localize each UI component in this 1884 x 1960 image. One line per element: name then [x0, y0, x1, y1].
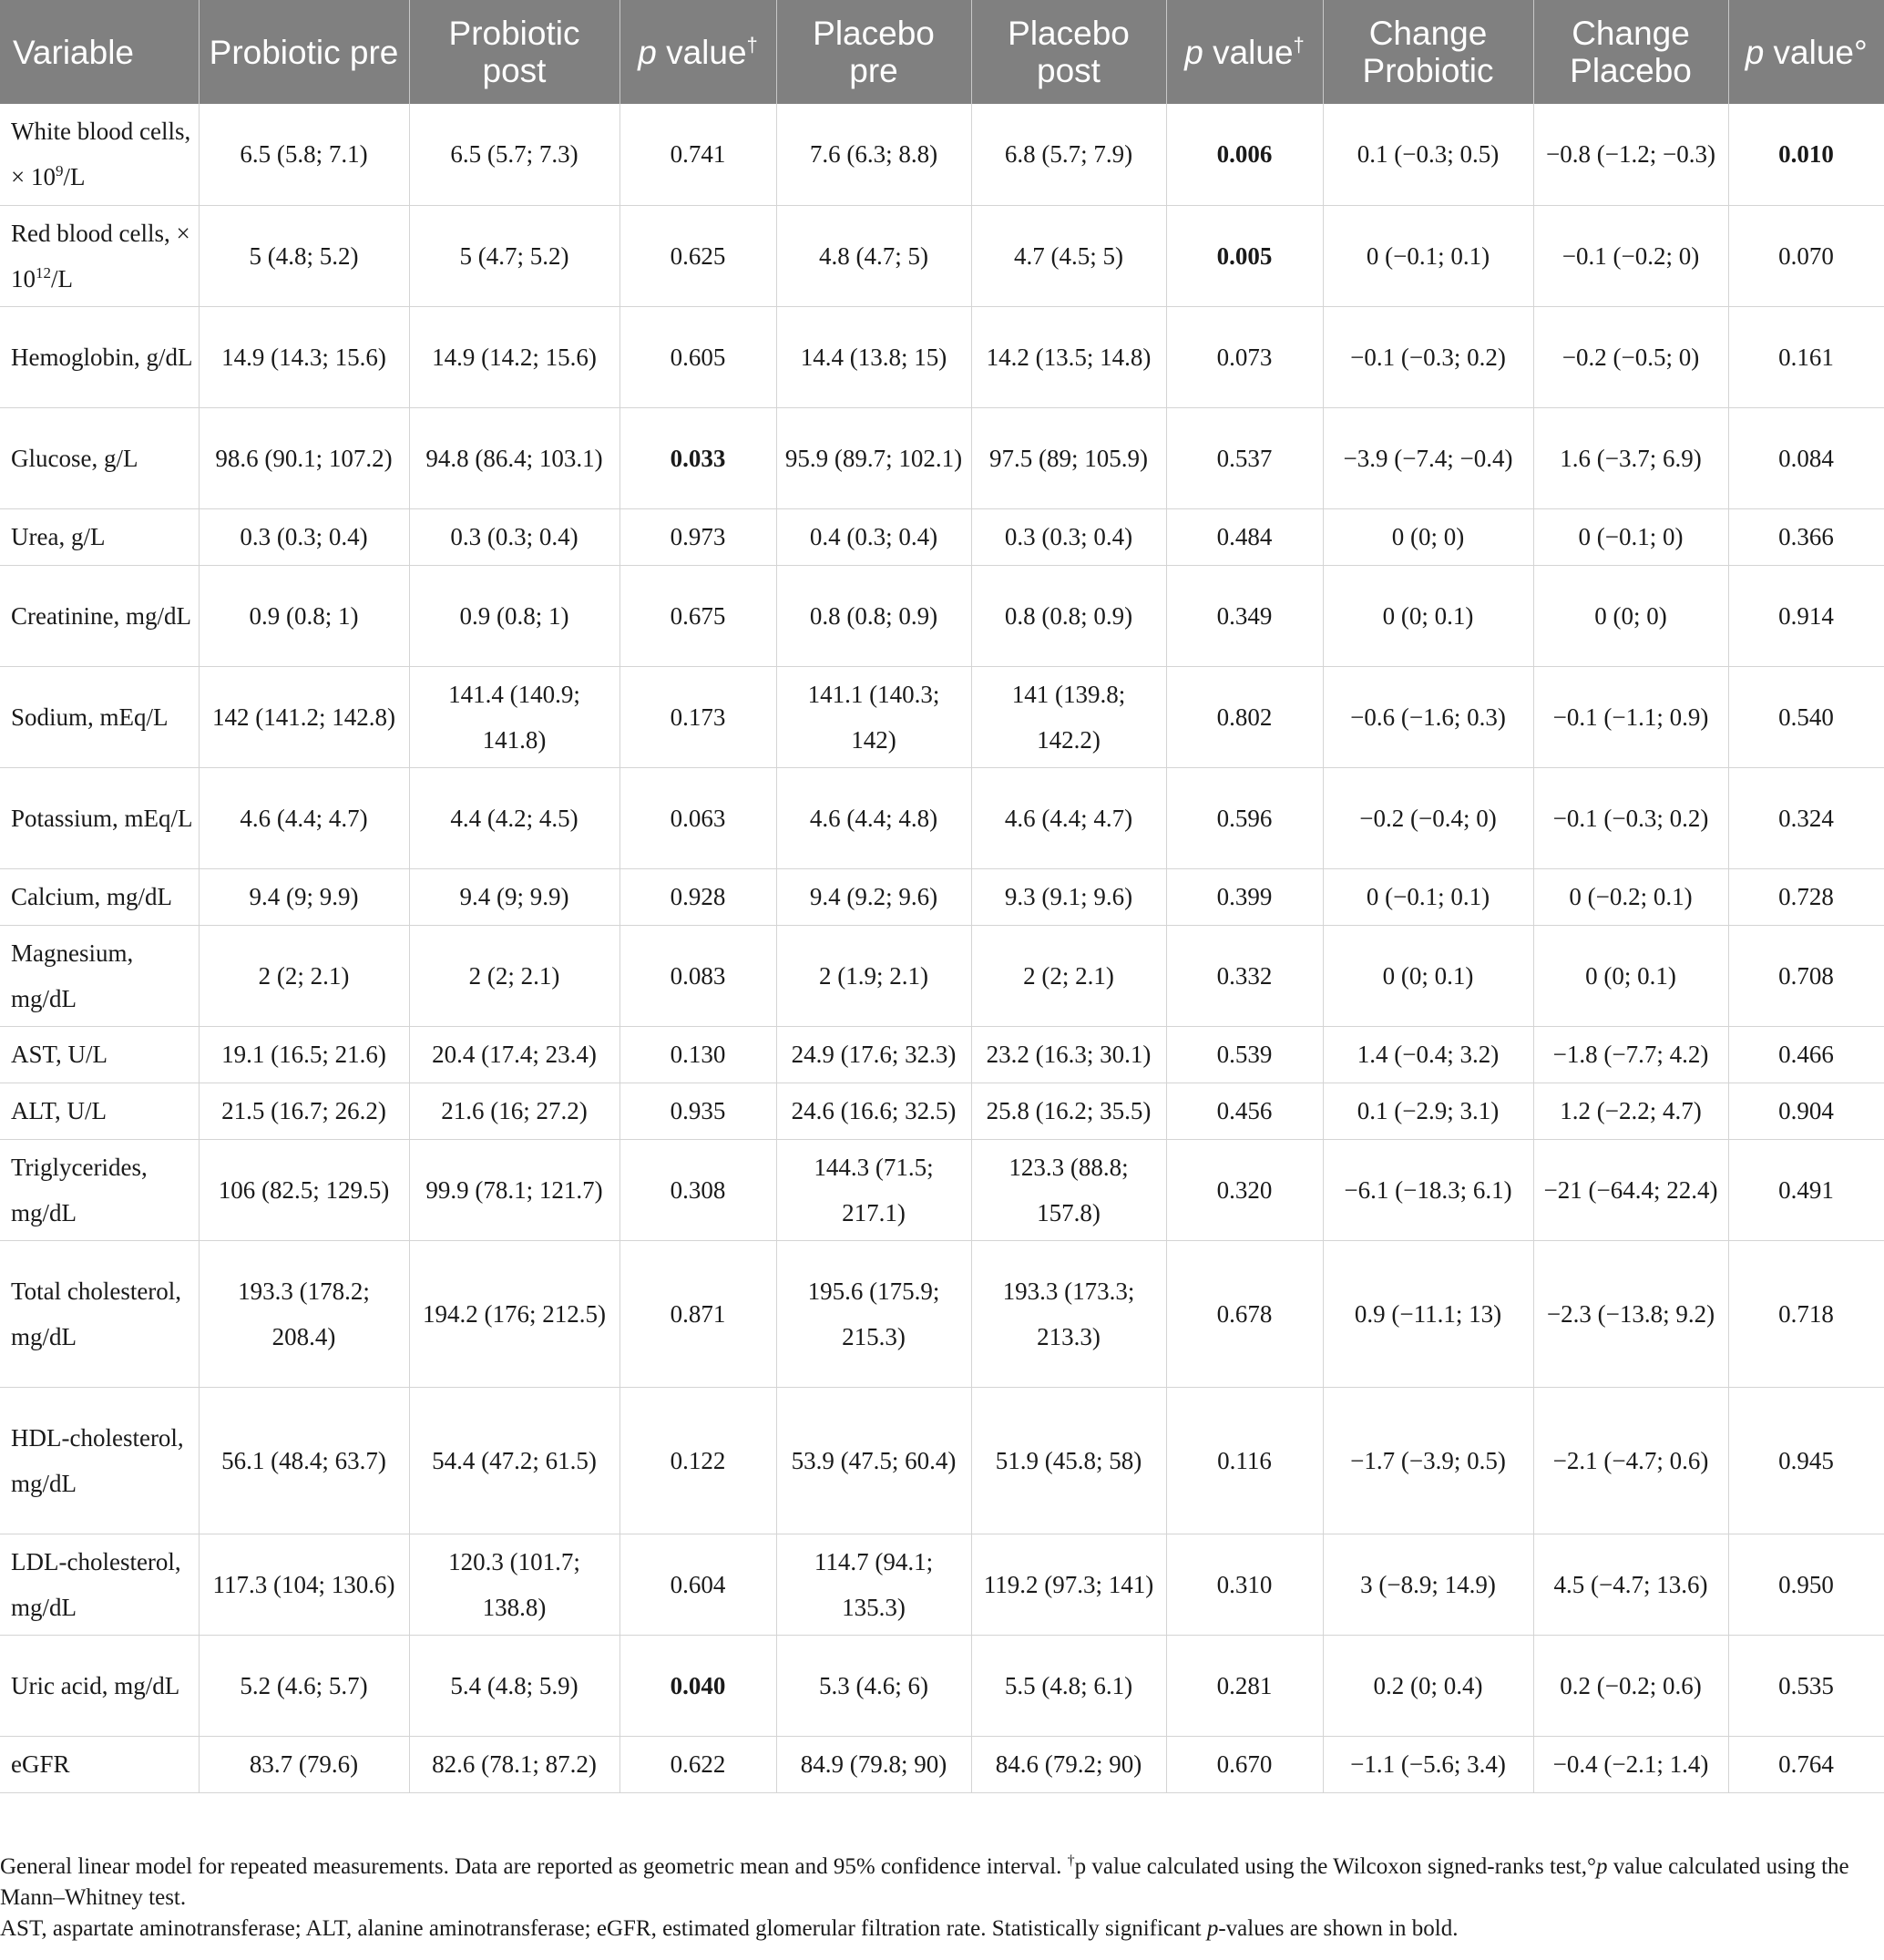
cell-change-placebo: −2.3 (−13.8; 9.2) [1533, 1240, 1728, 1387]
cell-p-value-2: 0.678 [1166, 1240, 1323, 1387]
cell-placebo-post: 2 (2; 2.1) [971, 925, 1166, 1026]
cell-change-placebo: −1.8 (−7.7; 4.2) [1533, 1026, 1728, 1083]
header-p-value-1-italic: p [638, 33, 657, 71]
cell-p-value-3: 0.070 [1728, 205, 1884, 306]
table-row [0, 1240, 1884, 1387]
header-p-value-1-text: value [656, 33, 747, 71]
footnote-1-italic: p [1595, 1854, 1608, 1879]
cell-placebo-pre: 4.8 (4.7; 5) [776, 205, 971, 306]
cell-p-value-3: 0.945 [1728, 1387, 1884, 1534]
header-p-value-3-italic: p [1745, 33, 1765, 71]
cell-change-placebo: 1.2 (−2.2; 4.7) [1533, 1083, 1728, 1139]
cell-probiotic-pre: 2 (2; 2.1) [199, 925, 409, 1026]
header-change-probiotic: Change Probiotic [1323, 0, 1533, 104]
cell-change-placebo: −0.1 (−0.3; 0.2) [1533, 767, 1728, 868]
cell-probiotic-post: 54.4 (47.2; 61.5) [409, 1387, 619, 1534]
cell-p-value-3: 0.708 [1728, 925, 1884, 1026]
row-label: Urea, g/L [0, 508, 199, 565]
cell-placebo-pre: 24.6 (16.6; 32.5) [776, 1083, 971, 1139]
cell-probiotic-pre: 56.1 (48.4; 63.7) [199, 1387, 409, 1534]
header-p-value-1 [619, 0, 776, 104]
header-p-value-2-italic: p [1184, 33, 1203, 71]
cell-change-probiotic: −3.9 (−7.4; −0.4) [1323, 407, 1533, 508]
cell-p-value-3: 0.728 [1728, 868, 1884, 925]
footnote-1-mark: † [1067, 1852, 1075, 1869]
row-label: AST, U/L [0, 1026, 199, 1083]
header-placebo-pre: Placebo pre [776, 0, 971, 104]
cell-p-value-2: 0.670 [1166, 1736, 1323, 1792]
row-label: Glucose, g/L [0, 407, 199, 508]
cell-p-value-3: 0.010 [1728, 104, 1884, 205]
cell-change-probiotic: 0 (−0.1; 0.1) [1323, 868, 1533, 925]
footnote-line-1 [0, 1852, 1868, 1914]
row-label-exponent: 12 [36, 263, 51, 282]
cell-probiotic-pre: 9.4 (9; 9.9) [199, 868, 409, 925]
row-label: eGFR [0, 1736, 199, 1792]
cell-p-value-3: 0.914 [1728, 565, 1884, 666]
cell-change-placebo: −0.1 (−0.2; 0) [1533, 205, 1728, 306]
table-body [0, 104, 1884, 1792]
table-row [0, 1736, 1884, 1792]
cell-placebo-pre: 84.9 (79.8; 90) [776, 1736, 971, 1792]
cell-change-placebo: 0 (−0.2; 0.1) [1533, 868, 1728, 925]
cell-change-placebo: 4.5 (−4.7; 13.6) [1533, 1534, 1728, 1635]
cell-change-probiotic: 0.2 (0; 0.4) [1323, 1635, 1533, 1736]
cell-placebo-post: 0.3 (0.3; 0.4) [971, 508, 1166, 565]
cell-p-value-3: 0.718 [1728, 1240, 1884, 1387]
row-label: Uric acid, mg/dL [0, 1635, 199, 1736]
table-row [0, 407, 1884, 508]
cell-p-value-3: 0.084 [1728, 407, 1884, 508]
cell-p-value-1: 0.173 [619, 666, 776, 767]
cell-probiotic-pre: 14.9 (14.3; 15.6) [199, 306, 409, 407]
cell-probiotic-pre: 142 (141.2; 142.8) [199, 666, 409, 767]
header-p-value-3-text: value° [1764, 33, 1868, 71]
cell-placebo-pre: 24.9 (17.6; 32.3) [776, 1026, 971, 1083]
cell-change-placebo: −0.4 (−2.1; 1.4) [1533, 1736, 1728, 1792]
header-variable: Variable [0, 0, 199, 104]
cell-probiotic-post: 82.6 (78.1; 87.2) [409, 1736, 619, 1792]
cell-probiotic-post: 194.2 (176; 212.5) [409, 1240, 619, 1387]
cell-p-value-3: 0.466 [1728, 1026, 1884, 1083]
cell-p-value-2: 0.539 [1166, 1026, 1323, 1083]
cell-probiotic-pre: 0.3 (0.3; 0.4) [199, 508, 409, 565]
cell-probiotic-post: 141.4 (140.9; 141.8) [409, 666, 619, 767]
cell-p-value-3: 0.324 [1728, 767, 1884, 868]
footnote-2-italic: p [1206, 1916, 1219, 1941]
cell-p-value-3: 0.366 [1728, 508, 1884, 565]
cell-p-value-1: 0.083 [619, 925, 776, 1026]
cell-probiotic-post: 120.3 (101.7; 138.8) [409, 1534, 619, 1635]
footnote-1-text-a: General linear model for repeated measurements. Data are reported as geometric mean and 95% confidence interval. [0, 1854, 1068, 1879]
cell-placebo-post: 123.3 (88.8; 157.8) [971, 1139, 1166, 1240]
header-probiotic-post: Probiotic post [409, 0, 619, 104]
cell-probiotic-post: 99.9 (78.1; 121.7) [409, 1139, 619, 1240]
header-p-value-1-mark: † [746, 33, 758, 56]
cell-probiotic-pre: 5 (4.8; 5.2) [199, 205, 409, 306]
header-probiotic-pre: Probiotic pre [199, 0, 409, 104]
cell-p-value-2: 0.005 [1166, 205, 1323, 306]
cell-p-value-1: 0.935 [619, 1083, 776, 1139]
cell-p-value-3: 0.904 [1728, 1083, 1884, 1139]
header-row [0, 0, 1884, 104]
cell-placebo-post: 4.6 (4.4; 4.7) [971, 767, 1166, 868]
cell-change-probiotic: 0 (0; 0.1) [1323, 925, 1533, 1026]
cell-probiotic-post: 0.9 (0.8; 1) [409, 565, 619, 666]
footnote-2-text-a: AST, aspartate aminotransferase; ALT, alanine aminotransferase; eGFR, estimated glomerular filtration rate. Statistically significant [0, 1916, 1207, 1941]
cell-change-probiotic: 0 (−0.1; 0.1) [1323, 205, 1533, 306]
row-label-unit: /L [51, 264, 73, 292]
table-row [0, 666, 1884, 767]
cell-probiotic-pre: 4.6 (4.4; 4.7) [199, 767, 409, 868]
cell-p-value-3: 0.540 [1728, 666, 1884, 767]
cell-p-value-1: 0.625 [619, 205, 776, 306]
cell-placebo-post: 119.2 (97.3; 141) [971, 1534, 1166, 1635]
cell-p-value-1: 0.033 [619, 407, 776, 508]
cell-change-probiotic: 0.1 (−0.3; 0.5) [1323, 104, 1533, 205]
header-change-placebo: Change Placebo [1533, 0, 1728, 104]
table-row [0, 104, 1884, 205]
cell-placebo-pre: 144.3 (71.5; 217.1) [776, 1139, 971, 1240]
cell-p-value-1: 0.605 [619, 306, 776, 407]
cell-placebo-post: 0.8 (0.8; 0.9) [971, 565, 1166, 666]
table-row [0, 1534, 1884, 1635]
cell-probiotic-pre: 106 (82.5; 129.5) [199, 1139, 409, 1240]
cell-probiotic-pre: 6.5 (5.8; 7.1) [199, 104, 409, 205]
cell-probiotic-post: 14.9 (14.2; 15.6) [409, 306, 619, 407]
cell-probiotic-post: 5 (4.7; 5.2) [409, 205, 619, 306]
row-label: Triglycerides, mg/dL [0, 1139, 199, 1240]
cell-placebo-pre: 0.8 (0.8; 0.9) [776, 565, 971, 666]
cell-p-value-1: 0.604 [619, 1534, 776, 1635]
table-row [0, 1083, 1884, 1139]
cell-probiotic-pre: 19.1 (16.5; 21.6) [199, 1026, 409, 1083]
cell-placebo-pre: 4.6 (4.4; 4.8) [776, 767, 971, 868]
cell-change-placebo: 1.6 (−3.7; 6.9) [1533, 407, 1728, 508]
cell-placebo-post: 4.7 (4.5; 5) [971, 205, 1166, 306]
cell-change-probiotic: 0.1 (−2.9; 3.1) [1323, 1083, 1533, 1139]
cell-change-probiotic: 1.4 (−0.4; 3.2) [1323, 1026, 1533, 1083]
cell-change-probiotic: 3 (−8.9; 14.9) [1323, 1534, 1533, 1635]
cell-placebo-pre: 95.9 (89.7; 102.1) [776, 407, 971, 508]
cell-p-value-3: 0.764 [1728, 1736, 1884, 1792]
table-row [0, 767, 1884, 868]
cell-probiotic-post: 4.4 (4.2; 4.5) [409, 767, 619, 868]
footnote-2-text-b: -values are shown in bold. [1218, 1916, 1459, 1941]
cell-p-value-1: 0.928 [619, 868, 776, 925]
cell-placebo-pre: 14.4 (13.8; 15) [776, 306, 971, 407]
cell-change-probiotic: −0.6 (−1.6; 0.3) [1323, 666, 1533, 767]
cell-p-value-2: 0.073 [1166, 306, 1323, 407]
table-row [0, 1635, 1884, 1736]
cell-placebo-post: 141 (139.8; 142.2) [971, 666, 1166, 767]
cell-p-value-2: 0.596 [1166, 767, 1323, 868]
table-row [0, 306, 1884, 407]
cell-p-value-2: 0.349 [1166, 565, 1323, 666]
cell-placebo-post: 23.2 (16.3; 30.1) [971, 1026, 1166, 1083]
cell-placebo-pre: 0.4 (0.3; 0.4) [776, 508, 971, 565]
table-row [0, 205, 1884, 306]
table-row [0, 1387, 1884, 1534]
cell-probiotic-post: 6.5 (5.7; 7.3) [409, 104, 619, 205]
cell-placebo-post: 51.9 (45.8; 58) [971, 1387, 1166, 1534]
cell-change-probiotic: 0 (0; 0.1) [1323, 565, 1533, 666]
cell-placebo-pre: 114.7 (94.1; 135.3) [776, 1534, 971, 1635]
cell-p-value-1: 0.130 [619, 1026, 776, 1083]
table-row [0, 1139, 1884, 1240]
cell-change-placebo: −0.2 (−0.5; 0) [1533, 306, 1728, 407]
cell-p-value-2: 0.802 [1166, 666, 1323, 767]
cell-probiotic-pre: 21.5 (16.7; 26.2) [199, 1083, 409, 1139]
cell-change-probiotic: −0.2 (−0.4; 0) [1323, 767, 1533, 868]
row-label-exponent: 9 [55, 162, 64, 180]
cell-p-value-2: 0.281 [1166, 1635, 1323, 1736]
row-label: Hemoglobin, g/dL [0, 306, 199, 407]
row-label: ALT, U/L [0, 1083, 199, 1139]
cell-probiotic-post: 94.8 (86.4; 103.1) [409, 407, 619, 508]
cell-change-probiotic: 0 (0; 0) [1323, 508, 1533, 565]
row-label-text: Red blood cells, × 10 [11, 219, 190, 292]
footnote-line-2 [0, 1914, 1868, 1945]
cell-placebo-pre: 7.6 (6.3; 8.8) [776, 104, 971, 205]
row-label: Total cholesterol, mg/dL [0, 1240, 199, 1387]
cell-p-value-1: 0.063 [619, 767, 776, 868]
row-label [0, 104, 199, 205]
cell-change-placebo: 0 (0; 0.1) [1533, 925, 1728, 1026]
cell-change-probiotic: −1.1 (−5.6; 3.4) [1323, 1736, 1533, 1792]
cell-probiotic-post: 9.4 (9; 9.9) [409, 868, 619, 925]
cell-placebo-pre: 195.6 (175.9; 215.3) [776, 1240, 971, 1387]
cell-change-placebo: 0 (−0.1; 0) [1533, 508, 1728, 565]
cell-probiotic-pre: 193.3 (178.2; 208.4) [199, 1240, 409, 1387]
cell-probiotic-pre: 83.7 (79.6) [199, 1736, 409, 1792]
cell-change-probiotic: 0.9 (−11.1; 13) [1323, 1240, 1533, 1387]
cell-p-value-1: 0.622 [619, 1736, 776, 1792]
cell-placebo-pre: 2 (1.9; 2.1) [776, 925, 971, 1026]
cell-change-placebo: −2.1 (−4.7; 0.6) [1533, 1387, 1728, 1534]
cell-placebo-pre: 141.1 (140.3; 142) [776, 666, 971, 767]
cell-p-value-2: 0.484 [1166, 508, 1323, 565]
row-label: Calcium, mg/dL [0, 868, 199, 925]
cell-probiotic-pre: 5.2 (4.6; 5.7) [199, 1635, 409, 1736]
cell-placebo-post: 97.5 (89; 105.9) [971, 407, 1166, 508]
cell-p-value-3: 0.491 [1728, 1139, 1884, 1240]
header-p-value-3 [1728, 0, 1884, 104]
cell-p-value-1: 0.040 [619, 1635, 776, 1736]
table-row [0, 565, 1884, 666]
cell-change-probiotic: −6.1 (−18.3; 6.1) [1323, 1139, 1533, 1240]
cell-change-placebo: −0.1 (−1.1; 0.9) [1533, 666, 1728, 767]
header-p-value-2 [1166, 0, 1323, 104]
cell-change-placebo: 0 (0; 0) [1533, 565, 1728, 666]
cell-p-value-1: 0.308 [619, 1139, 776, 1240]
cell-p-value-2: 0.332 [1166, 925, 1323, 1026]
row-label [0, 205, 199, 306]
row-label: Magnesium, mg/dL [0, 925, 199, 1026]
cell-probiotic-post: 21.6 (16; 27.2) [409, 1083, 619, 1139]
cell-change-placebo: 0.2 (−0.2; 0.6) [1533, 1635, 1728, 1736]
cell-placebo-post: 5.5 (4.8; 6.1) [971, 1635, 1166, 1736]
row-label: Creatinine, mg/dL [0, 565, 199, 666]
cell-p-value-1: 0.871 [619, 1240, 776, 1387]
row-label: Sodium, mEq/L [0, 666, 199, 767]
header-placebo-post: Placebo post [971, 0, 1166, 104]
cell-placebo-pre: 5.3 (4.6; 6) [776, 1635, 971, 1736]
cell-p-value-2: 0.537 [1166, 407, 1323, 508]
row-label: LDL-cholesterol, mg/dL [0, 1534, 199, 1635]
row-label: Potassium, mEq/L [0, 767, 199, 868]
table-footnotes [0, 1852, 1868, 1945]
cell-p-value-3: 0.535 [1728, 1635, 1884, 1736]
cell-probiotic-pre: 0.9 (0.8; 1) [199, 565, 409, 666]
cell-p-value-1: 0.741 [619, 104, 776, 205]
cell-p-value-2: 0.320 [1166, 1139, 1323, 1240]
cell-placebo-pre: 53.9 (47.5; 60.4) [776, 1387, 971, 1534]
cell-placebo-post: 14.2 (13.5; 14.8) [971, 306, 1166, 407]
cell-p-value-1: 0.675 [619, 565, 776, 666]
cell-probiotic-post: 5.4 (4.8; 5.9) [409, 1635, 619, 1736]
cell-p-value-2: 0.116 [1166, 1387, 1323, 1534]
header-p-value-2-mark: † [1293, 33, 1305, 56]
cell-p-value-2: 0.006 [1166, 104, 1323, 205]
cell-placebo-post: 9.3 (9.1; 9.6) [971, 868, 1166, 925]
cell-p-value-3: 0.161 [1728, 306, 1884, 407]
cell-placebo-post: 193.3 (173.3; 213.3) [971, 1240, 1166, 1387]
cell-probiotic-post: 20.4 (17.4; 23.4) [409, 1026, 619, 1083]
cell-change-probiotic: −0.1 (−0.3; 0.2) [1323, 306, 1533, 407]
cell-probiotic-pre: 117.3 (104; 130.6) [199, 1534, 409, 1635]
cell-p-value-2: 0.310 [1166, 1534, 1323, 1635]
cell-change-placebo: −0.8 (−1.2; −0.3) [1533, 104, 1728, 205]
cell-change-probiotic: −1.7 (−3.9; 0.5) [1323, 1387, 1533, 1534]
row-label-text: White blood cells, × 10 [11, 118, 191, 191]
table-header [0, 0, 1884, 104]
cell-p-value-2: 0.399 [1166, 868, 1323, 925]
cell-placebo-pre: 9.4 (9.2; 9.6) [776, 868, 971, 925]
row-label: HDL-cholesterol, mg/dL [0, 1387, 199, 1534]
table-row [0, 1026, 1884, 1083]
cell-change-placebo: −21 (−64.4; 22.4) [1533, 1139, 1728, 1240]
cell-p-value-1: 0.973 [619, 508, 776, 565]
cell-probiotic-pre: 98.6 (90.1; 107.2) [199, 407, 409, 508]
cell-p-value-3: 0.950 [1728, 1534, 1884, 1635]
cell-probiotic-post: 2 (2; 2.1) [409, 925, 619, 1026]
cell-probiotic-post: 0.3 (0.3; 0.4) [409, 508, 619, 565]
cell-p-value-2: 0.456 [1166, 1083, 1323, 1139]
table-row [0, 925, 1884, 1026]
cell-placebo-post: 6.8 (5.7; 7.9) [971, 104, 1166, 205]
row-label-unit: /L [63, 163, 86, 191]
table-row [0, 508, 1884, 565]
footnote-1-text-c: value calculated using the Mann–Whitney test. [0, 1854, 1849, 1910]
cell-p-value-1: 0.122 [619, 1387, 776, 1534]
footnote-1-text-b: p value calculated using the Wilcoxon signed-ranks test,° [1074, 1854, 1596, 1879]
header-p-value-2-text: value [1203, 33, 1294, 71]
table-row [0, 868, 1884, 925]
cell-placebo-post: 84.6 (79.2; 90) [971, 1736, 1166, 1792]
cell-placebo-post: 25.8 (16.2; 35.5) [971, 1083, 1166, 1139]
